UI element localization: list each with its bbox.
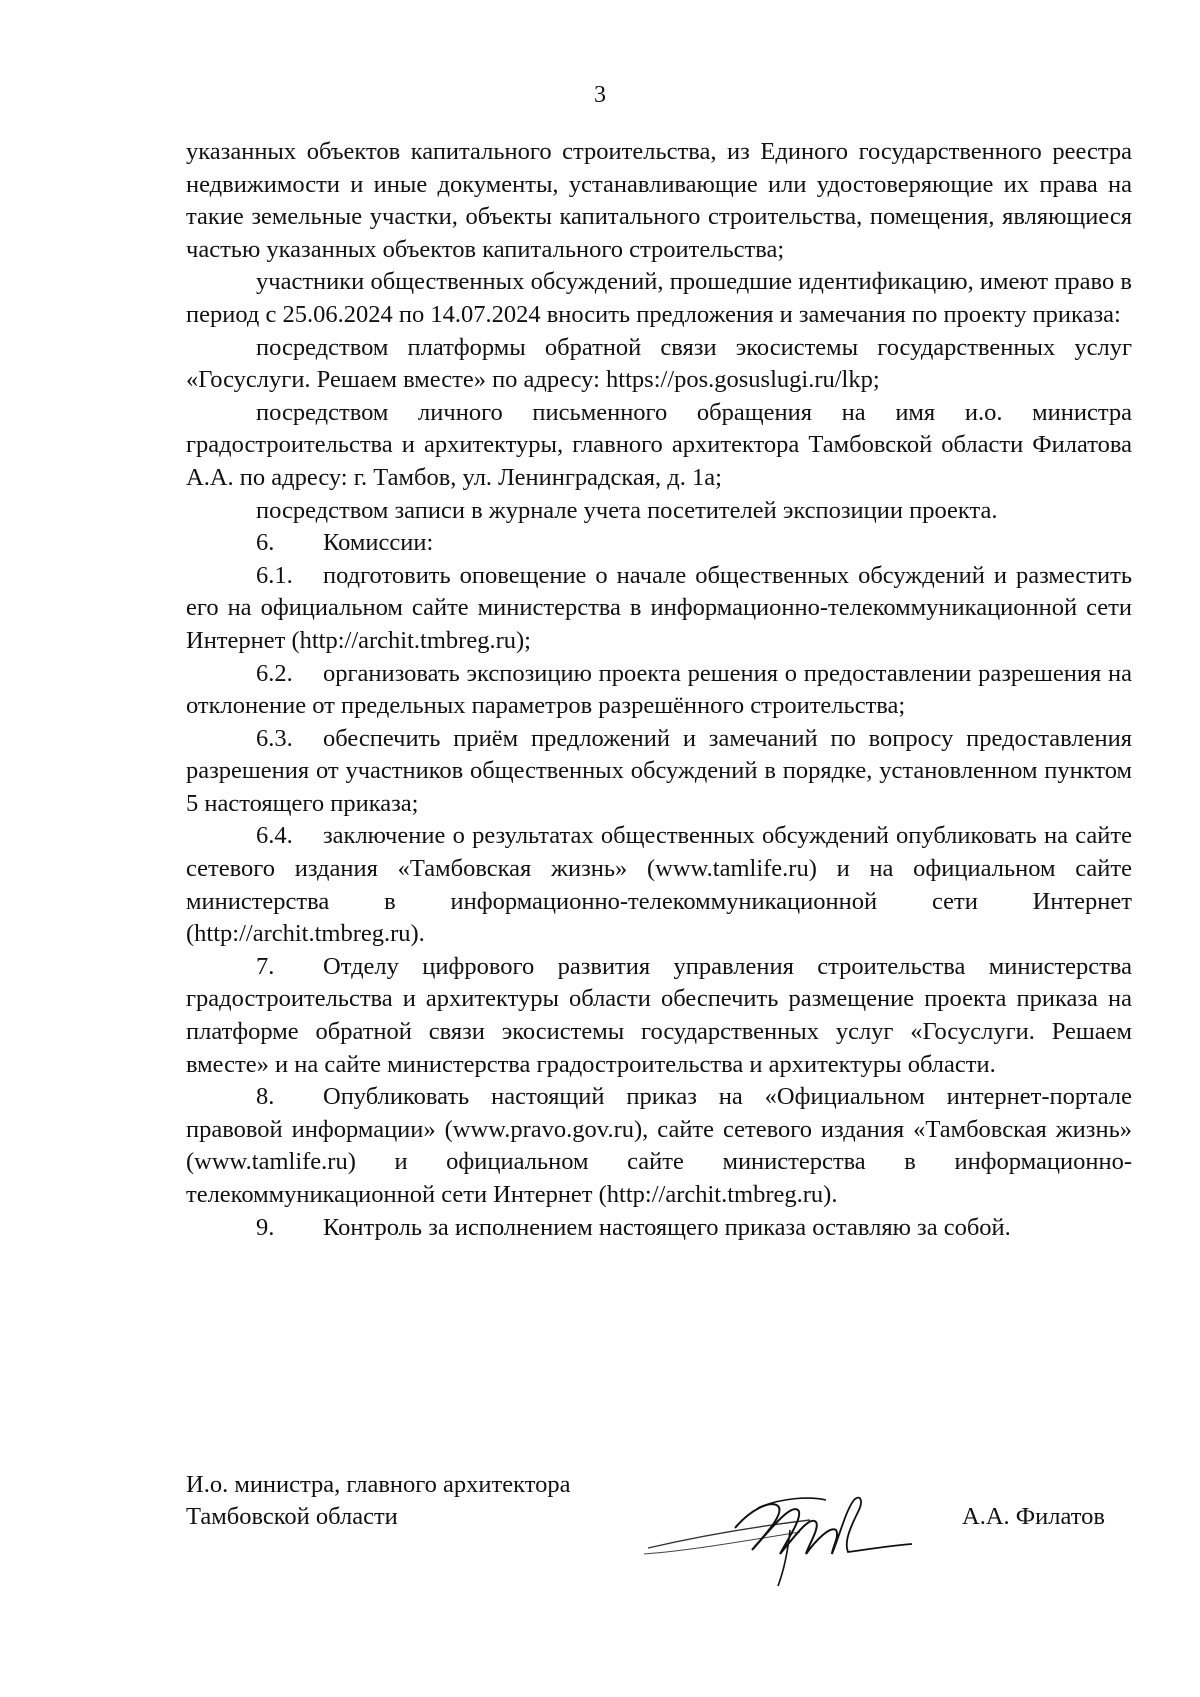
item-text: Комиссии: [323,529,434,557]
item-number: 6.1. [256,561,293,589]
item-text: подготовить оповещение о начале общественных обсуждений и разместить его на официальном сайте министерства в информационно-телекоммуникационной сети Интернет (http://archit.tmbreg.ru); [186,561,1132,654]
paragraph: посредством платформы обратной связи экосистемы государственных услуг «Госуслуги. Решаем вместе» по адресу: https://pos.gosuslugi.ru/lkp; [186,333,1132,394]
document-body [186,136,1132,1244]
item-text: Контроль за исполнением настоящего приказа оставляю за собой. [323,1213,1011,1241]
paragraph: участники общественных обсуждений, прошедшие идентификацию, имеют право в период с 25.06.2024 по 14.07.2024 вносить предложения и замечания по проекту приказа: [186,268,1132,328]
list-item [186,820,1132,950]
item-number: 8. [256,1083,275,1111]
signatory-title-line: И.о. министра, главного архитектора [186,1471,571,1498]
list-item [186,527,1132,560]
item-text: Отделу цифрового развития управления строительства министерства градостроительства и архитектуры области обеспечить размещение проекта приказа на платформе обратной связи экосистемы государственных услуг «Госуслуги. Решаем вместе» и на сайте министерства градостроительства и архитектуры области. [186,952,1132,1078]
paragraph: посредством записи в журнале учета посетителей экспозиции проекта. [256,496,998,524]
paragraph: посредством личного письменного обращения на имя и.о. министра градостроительства и архитектуры, главного архитектора Тамбовской области Филатова А.А. по адресу: г. Тамбов, ул. Ленинградская, д. 1а; [186,398,1132,491]
item-text: обеспечить приём предложений и замечаний по вопросу предоставления разрешения от участников общественных обсуждений в порядке, установленном пунктом 5 настоящего приказа; [186,724,1132,817]
item-number: 6.3. [256,724,293,752]
item-text: Опубликовать настоящий приказ на «Официальном интернет-портале правовой информации» (www.pravo.gov.ru), сайте сетевого издания «Тамбовская жизнь» (www.tamlife.ru) и официальном сайте министерства в информационно-телекоммуникационной сети Интернет (http://archit.tmbreg.ru). [186,1083,1132,1208]
list-item [186,1081,1132,1211]
list-item [186,1212,1132,1245]
item-number: 9. [256,1213,275,1241]
paragraph: указанных объектов капитального строительства, из Единого государственного реестра недвижимости и иные документы, устанавливающие или удостоверяющие их права на такие земельные участки, объекты капитального строительства, помещения, являющиеся частью указанных объектов капитального строительства; [186,138,1132,263]
list-item [186,560,1132,658]
item-text: организовать экспозицию проекта решения о предоставлении разрешения на отклонение от предельных параметров разрешённого строительства; [186,659,1132,720]
item-number: 6.2. [256,659,293,687]
item-text: заключение о результатах общественных обсуждений опубликовать на сайте сетевого издания «Тамбовская жизнь» (www.tamlife.ru) и на официальном сайте министерства в информационно-телекоммуникационной сети Интернет (http://archit.tmbreg.ru). [186,822,1132,948]
list-item [186,658,1132,723]
signatory-title [186,1469,570,1533]
signatory-name: А.А. Филатов [962,1503,1105,1530]
item-number: 6.4. [256,822,293,850]
list-item [186,723,1132,821]
list-item [186,951,1132,1081]
handwritten-signature-icon [640,1470,940,1590]
item-number: 7. [256,952,275,980]
page-number: 3 [594,82,606,108]
signatory-title-line: Тамбовской области [186,1503,398,1530]
item-number: 6. [256,529,275,557]
